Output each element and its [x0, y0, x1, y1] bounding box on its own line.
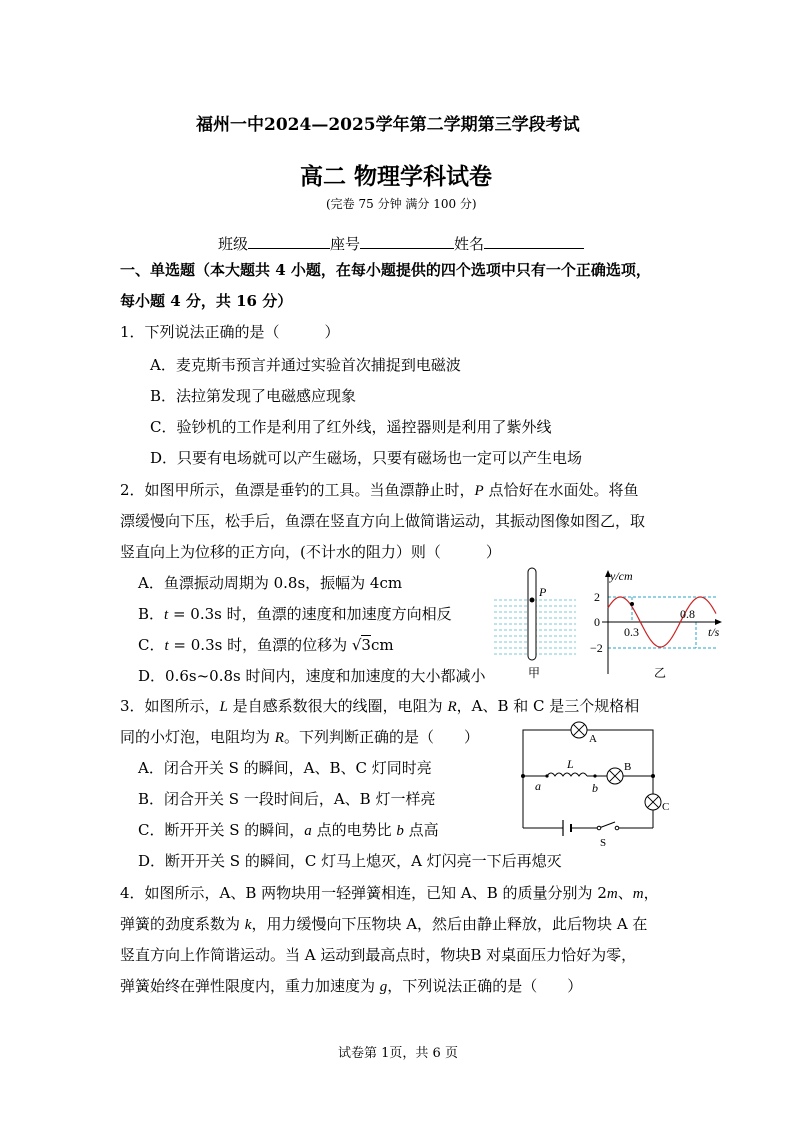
switch-contact-left — [597, 826, 601, 830]
exam-info: (完卷 75 分钟 满分 100 分) — [326, 197, 477, 211]
y-tick-pos: 2 — [594, 590, 600, 604]
node-a-label: a — [535, 779, 541, 793]
lamp-a-label: A — [589, 733, 597, 745]
q2-option-b: B．t = 0.3s 时，鱼漂的速度和加速度方向相反 — [138, 605, 452, 623]
name-field[interactable] — [484, 234, 584, 249]
q3-stem-line1: 3．如图所示，L 是自感系数很大的线圈，电阻为 R，A、B 和 C 是三个规格相 — [120, 697, 640, 715]
section-heading-line1: 一、单选题（本大题共 4 小题，在每小题提供的四个选项中只有一个正确选项， — [120, 261, 651, 279]
q2-option-c: C．t = 0.3s 时，鱼漂的位移为 √3cm — [138, 636, 394, 654]
coil — [547, 773, 587, 776]
exam-title: 福州一中2024—2025学年第二学期第三学段考试 — [196, 115, 580, 135]
switch-blade — [599, 822, 615, 828]
q4-line2: 弹簧的劲度系数为 k，用力缓慢向下压物块 A，然后由静止释放，此后物块 A 在 — [120, 915, 648, 933]
node-a-dot — [545, 774, 548, 777]
node-b-label: b — [592, 781, 598, 795]
class-field[interactable] — [248, 234, 330, 249]
switch-label: S — [600, 837, 607, 849]
q3-option-c: C．断开开关 S 的瞬间，a 点的电势比 b 点高 — [138, 821, 439, 839]
q2-figure-jia — [490, 566, 580, 681]
sqrt-symbol: √ — [351, 636, 362, 654]
marked-point — [630, 602, 634, 606]
lamp-a — [571, 722, 587, 738]
q4-line3: 竖直方向上作简谐运动。当 A 运动到最高点时，物块B 对桌面压力恰好为零， — [120, 946, 637, 964]
lamp-b-label: B — [624, 761, 632, 773]
q2-option-a: A．鱼漂振动周期为 0.8s，振幅为 4cm — [138, 574, 403, 592]
junction-left — [521, 774, 525, 778]
x-tick-1: 0.3 — [624, 625, 639, 639]
label-p: P — [539, 585, 547, 599]
q2-stem-line3: 竖直向上为位移的正方向，(不计水的阻力）则（ ） — [120, 543, 501, 561]
q4-line4: 弹簧始终在弹性限度内，重力加速度为 g，下列说法正确的是（ ） — [120, 977, 583, 995]
coil-label: L — [567, 757, 574, 771]
float-body — [528, 568, 536, 660]
student-info — [218, 233, 584, 254]
q3-option-b: B．闭合开关 S 一段时间后，A、B 灯一样亮 — [138, 790, 436, 808]
q1-option-d: D．只要有电场就可以产生磁场，只要有磁场也一定可以产生电场 — [150, 449, 583, 467]
y-tick-neg: −2 — [590, 641, 603, 655]
wire-top — [523, 730, 571, 776]
q2-option-d: D．0.6s~0.8s 时间内，速度和加速度的大小都减小 — [138, 667, 486, 685]
q1-option-b: B．法拉第发现了电磁感应现象 — [150, 387, 357, 405]
q3-circuit — [515, 718, 675, 850]
q1-option-a: A．麦克斯韦预言并通过实验首次捕捉到电磁波 — [150, 356, 461, 374]
seat-label: 座号 — [330, 235, 361, 253]
lamp-b — [607, 768, 623, 784]
q4-line1: 4．如图所示，A、B 两物块用一轻弹簧相连，已知 A、B 的质量分别为 2m、m， — [120, 884, 659, 902]
q2-figure-yi — [588, 562, 728, 682]
class-label: 班级 — [218, 235, 249, 253]
q1-option-c: C．验钞机的工作是利用了红外线，遥控器则是利用了紫外线 — [150, 418, 552, 436]
q2-stem-line1: 2．如图甲所示，鱼漂是垂钓的工具。当鱼漂静止时，P 点恰好在水面处。将鱼 — [120, 481, 639, 499]
subject-title: 高二 物理学科试卷 — [300, 164, 493, 190]
seat-field[interactable] — [360, 234, 454, 249]
origin-label: 0 — [594, 615, 600, 629]
point-p — [530, 598, 535, 603]
caption-yi: 乙 — [654, 666, 667, 680]
y-axis-label: y/cm — [610, 569, 633, 583]
q2-stem-line2: 漂缓慢向下压，松手后，鱼漂在竖直方向上做简谐运动，其振动图像如图乙，取 — [120, 512, 646, 530]
junction-right — [651, 774, 655, 778]
lamp-c-label: C — [662, 801, 670, 813]
q3-stem-line2: 同的小灯泡，电阻均为 R。下列判断正确的是（ ） — [120, 728, 479, 746]
page-footer: 试卷第 1页，共 6 页 — [338, 1046, 458, 1061]
name-label: 姓名 — [454, 235, 485, 253]
x-tick-2: 0.8 — [680, 607, 695, 621]
lamp-c — [645, 794, 661, 810]
caption-jia: 甲 — [528, 666, 541, 680]
q3-option-a: A．闭合开关 S 的瞬间，A、B、C 灯同时亮 — [138, 759, 432, 777]
x-axis-label: t/s — [708, 625, 720, 639]
switch-contact-right — [615, 826, 619, 830]
node-b-dot — [593, 774, 596, 777]
section-heading-line2: 每小题 4 分，共 16 分） — [120, 292, 293, 310]
q3-option-d: D．断开开关 S 的瞬间，C 灯马上熄灭，A 灯闪亮一下后再熄灭 — [138, 852, 562, 870]
q1-stem: 1．下列说法正确的是（ ） — [120, 323, 340, 341]
